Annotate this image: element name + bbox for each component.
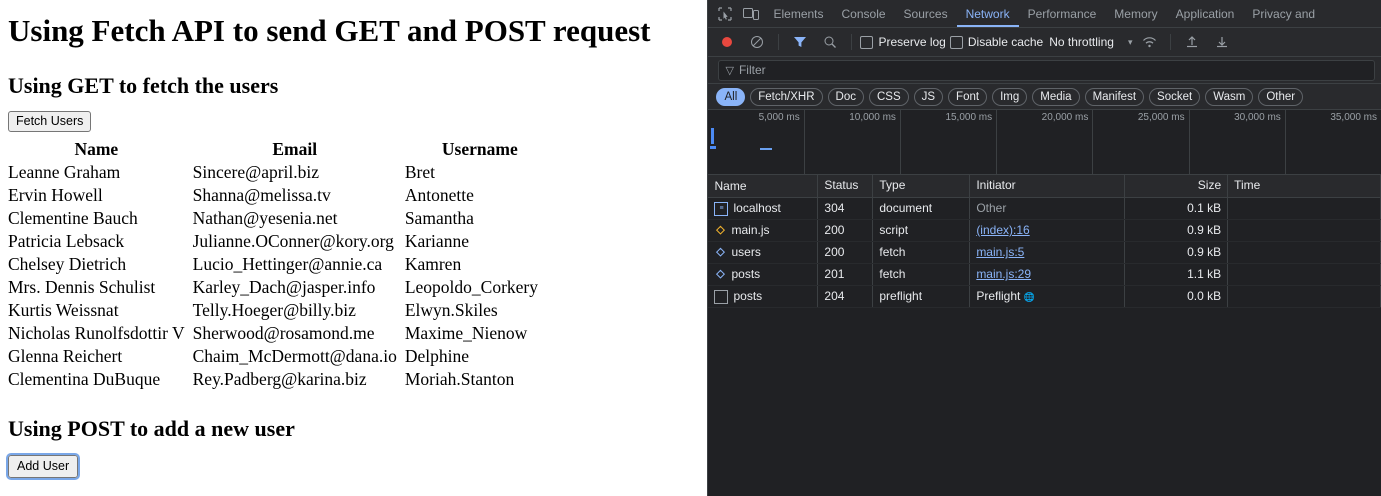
request-name-cell[interactable] xyxy=(708,220,818,241)
resource-type-chips xyxy=(708,84,1381,110)
toolbar-divider xyxy=(851,34,852,50)
cell-name: Clementine Bauch xyxy=(8,208,138,229)
overview-tick-label: 20,000 ms xyxy=(1041,112,1089,123)
cell-username: Antonette xyxy=(404,185,474,206)
chevron-down-icon: ▾ xyxy=(1127,36,1133,47)
request-status: 304 xyxy=(818,198,873,219)
checkbox-box xyxy=(950,36,963,49)
request-time xyxy=(1228,220,1381,241)
request-name: users xyxy=(731,245,761,259)
network-conditions-icon[interactable] xyxy=(1136,29,1162,55)
cell-email: Shanna@melissa.tv xyxy=(192,185,331,206)
cell-username: Kamren xyxy=(404,254,462,275)
table-row xyxy=(8,322,563,345)
chip-font[interactable]: Font xyxy=(948,88,987,106)
tab-memory[interactable]: Memory xyxy=(1114,6,1158,21)
overview-tick xyxy=(997,110,1093,174)
request-size: 0.9 kB xyxy=(1125,220,1228,241)
tab-network[interactable]: Network xyxy=(957,1,1019,27)
post-section-heading: Using POST to add a new user xyxy=(8,416,295,442)
chip-img[interactable]: Img xyxy=(992,88,1027,106)
column-header-initiator[interactable]: Initiator xyxy=(970,175,1125,197)
device-toolbar-icon[interactable] xyxy=(738,1,764,27)
throttling-value: No throttling xyxy=(1049,35,1114,49)
overview-tick xyxy=(805,110,901,174)
overview-tick xyxy=(901,110,997,174)
request-name-cell[interactable] xyxy=(708,198,818,219)
fetch-icon: ◇ xyxy=(716,268,725,280)
request-status: 201 xyxy=(818,264,873,285)
cell-email: Sincere@april.biz xyxy=(192,162,320,183)
cell-email: Nathan@yesenia.net xyxy=(192,208,338,229)
overview-tick xyxy=(708,110,804,174)
cell-name: Patricia Lebsack xyxy=(8,231,125,252)
overview-tick-label: 25,000 ms xyxy=(1137,112,1185,123)
request-time xyxy=(1228,198,1381,219)
filter-input[interactable] xyxy=(718,60,1375,81)
tab-elements[interactable]: Elements xyxy=(773,6,824,21)
request-time xyxy=(1228,286,1381,307)
filter-bar xyxy=(708,57,1381,84)
request-time xyxy=(1228,242,1381,263)
column-header-type[interactable]: Type xyxy=(873,175,970,197)
table-row xyxy=(8,253,563,276)
chip-manifest[interactable]: Manifest xyxy=(1085,88,1144,106)
table-row xyxy=(8,161,563,184)
column-header-size[interactable]: Size xyxy=(1125,175,1228,197)
javascript-icon: ◇ xyxy=(716,224,725,236)
request-size: 1.1 kB xyxy=(1125,264,1228,285)
table-row[interactable] xyxy=(708,264,1381,286)
cell-username: Moriah.Stanton xyxy=(404,369,515,390)
request-name-cell[interactable] xyxy=(708,286,818,307)
column-header-status[interactable]: Status xyxy=(818,175,873,197)
export-har-icon[interactable] xyxy=(1209,29,1235,55)
network-toolbar xyxy=(708,28,1381,57)
table-row xyxy=(8,230,563,253)
request-initiator-cell[interactable] xyxy=(970,286,1125,307)
fetch-icon: ◇ xyxy=(716,246,725,258)
cell-name: Mrs. Dennis Schulist xyxy=(8,277,156,298)
filter-icon[interactable] xyxy=(787,29,813,55)
cell-email: Rey.Padberg@karina.biz xyxy=(192,369,367,390)
request-type: preflight xyxy=(873,286,970,307)
network-request-table xyxy=(708,175,1381,496)
overview-request-bar xyxy=(711,128,714,144)
table-row xyxy=(8,276,563,299)
request-initiator-cell[interactable] xyxy=(970,220,1125,241)
request-size: 0.1 kB xyxy=(1125,198,1228,219)
chip-fetch-xhr[interactable]: Fetch/XHR xyxy=(750,88,822,106)
funnel-icon: ▽ xyxy=(725,64,734,77)
overview-tick xyxy=(1093,110,1189,174)
tab-application[interactable]: Application xyxy=(1175,6,1235,21)
request-initiator-link[interactable]: (index):16 xyxy=(976,223,1030,237)
cell-username: Delphine xyxy=(404,346,469,367)
cell-name: Glenna Reichert xyxy=(8,346,123,367)
checkbox-box xyxy=(860,36,873,49)
overview-request-bar xyxy=(760,148,772,150)
fetch-users-button[interactable]: Fetch Users xyxy=(8,111,91,132)
overview-tick-label: 5,000 ms xyxy=(758,112,800,123)
network-overview-timeline[interactable] xyxy=(708,110,1381,175)
tab-performance[interactable]: Performance xyxy=(1027,6,1097,21)
request-status: 200 xyxy=(818,242,873,263)
get-section-heading: Using GET to fetch the users xyxy=(8,73,279,99)
table-row[interactable] xyxy=(708,242,1381,264)
chip-wasm[interactable]: Wasm xyxy=(1205,88,1253,106)
request-size: 0.9 kB xyxy=(1125,242,1228,263)
cell-email: Julianne.OConner@kory.org xyxy=(192,231,394,252)
chip-socket[interactable]: Socket xyxy=(1149,88,1200,106)
request-initiator-cell[interactable] xyxy=(970,242,1125,263)
request-name-cell[interactable] xyxy=(708,264,818,285)
request-status: 200 xyxy=(818,220,873,241)
toolbar-divider xyxy=(778,34,779,50)
toolbar-divider xyxy=(1170,34,1171,50)
clear-icon[interactable] xyxy=(744,29,770,55)
tab-console[interactable]: Console xyxy=(841,6,886,21)
cell-name: Leanne Graham xyxy=(8,162,121,183)
table-row xyxy=(8,207,563,230)
request-time xyxy=(1228,264,1381,285)
table-row[interactable] xyxy=(708,286,1381,308)
devtools-tabstrip xyxy=(708,0,1381,28)
cell-email: Telly.Hoeger@billy.biz xyxy=(192,300,356,321)
add-user-button[interactable]: Add User xyxy=(8,455,78,478)
request-type: script xyxy=(873,220,970,241)
table-row xyxy=(8,368,563,391)
request-type: fetch xyxy=(873,264,970,285)
request-initiator-cell[interactable] xyxy=(970,264,1125,285)
request-type: document xyxy=(873,198,970,219)
chip-other[interactable]: Other xyxy=(1258,88,1303,106)
overview-tick xyxy=(1190,110,1286,174)
inspect-element-icon[interactable] xyxy=(712,1,738,27)
chip-css[interactable]: CSS xyxy=(869,88,909,106)
cell-email: Lucio_Hettinger@annie.ca xyxy=(192,254,383,275)
chip-doc[interactable]: Doc xyxy=(828,88,864,106)
cell-username: Bret xyxy=(404,162,435,183)
column-header-email: Email xyxy=(272,139,318,160)
preserve-log-checkbox[interactable] xyxy=(860,35,945,49)
cell-username: Elwyn.Skiles xyxy=(404,300,498,321)
devtools-panel xyxy=(707,0,1381,496)
table-row xyxy=(8,184,563,207)
cell-name: Kurtis Weissnat xyxy=(8,300,119,321)
request-name: main.js xyxy=(731,223,770,237)
table-row[interactable] xyxy=(708,220,1381,242)
table-row xyxy=(8,299,563,322)
import-har-icon[interactable] xyxy=(1179,29,1205,55)
preflight-icon xyxy=(714,290,728,304)
chip-media[interactable]: Media xyxy=(1032,88,1079,106)
cell-username: Karianne xyxy=(404,231,469,252)
request-initiator-link[interactable]: main.js:5 xyxy=(976,245,1025,259)
overview-tick-label: 10,000 ms xyxy=(849,112,896,123)
filter-placeholder: Filter xyxy=(738,63,766,77)
table-row xyxy=(8,345,563,368)
column-header-name[interactable]: Name xyxy=(708,175,818,197)
search-icon[interactable] xyxy=(817,29,843,55)
users-table xyxy=(8,138,563,391)
chip-js[interactable]: JS xyxy=(914,88,943,106)
overview-tick xyxy=(1286,110,1381,174)
cell-name: Chelsey Dietrich xyxy=(8,254,127,275)
table-row[interactable] xyxy=(708,198,1381,220)
request-name: localhost xyxy=(733,201,781,215)
overview-request-bar xyxy=(710,146,716,149)
page-title: Using Fetch API to send GET and POST request xyxy=(8,13,651,48)
post-section xyxy=(0,417,707,478)
cell-name: Clementina DuBuque xyxy=(8,369,161,390)
request-size: 0.0 kB xyxy=(1125,286,1228,307)
overview-tick-grid xyxy=(708,110,1381,174)
disable-cache-label: Disable cache xyxy=(967,35,1044,49)
chip-all[interactable]: All xyxy=(716,88,745,106)
column-header-name: Name xyxy=(74,139,119,160)
globe-icon: 🌐 xyxy=(1023,292,1035,302)
cell-username: Maxime_Nienow xyxy=(404,323,528,344)
request-name-cell[interactable] xyxy=(708,242,818,263)
cell-email: Karley_Dach@jasper.info xyxy=(192,277,376,298)
overview-tick-label: 15,000 ms xyxy=(945,112,993,123)
throttling-select[interactable] xyxy=(1047,35,1132,49)
request-name: posts xyxy=(733,289,763,303)
record-icon[interactable] xyxy=(714,29,740,55)
tab-privacy-and-security[interactable]: Privacy and xyxy=(1252,6,1316,21)
document-icon: ≡ xyxy=(714,202,728,216)
cell-name: Nicholas Runolfsdottir V xyxy=(8,323,185,344)
request-initiator: Preflight xyxy=(976,289,1021,303)
request-type: fetch xyxy=(873,242,970,263)
request-initiator: Other xyxy=(970,198,1125,219)
request-initiator-link[interactable]: main.js:29 xyxy=(976,267,1032,281)
tab-sources[interactable]: Sources xyxy=(903,6,948,21)
column-header-username: Username xyxy=(441,139,518,160)
overview-tick-label: 30,000 ms xyxy=(1234,112,1281,123)
column-header-time[interactable]: Time xyxy=(1228,175,1381,197)
users-table-header-row xyxy=(8,138,563,161)
disable-cache-checkbox[interactable] xyxy=(950,35,1043,49)
overview-tick-label: 35,000 ms xyxy=(1330,112,1378,123)
cell-username: Samantha xyxy=(404,208,474,229)
cell-email: Sherwood@rosamond.me xyxy=(192,323,375,344)
request-table-header xyxy=(708,175,1381,198)
request-name: posts xyxy=(731,267,761,281)
cell-name: Ervin Howell xyxy=(8,185,103,206)
cell-email: Chaim_McDermott@dana.io xyxy=(192,346,397,367)
request-table-body xyxy=(708,198,1381,496)
request-status: 204 xyxy=(818,286,873,307)
preserve-log-label: Preserve log xyxy=(878,35,946,49)
cell-username: Leopoldo_Corkery xyxy=(404,277,538,298)
